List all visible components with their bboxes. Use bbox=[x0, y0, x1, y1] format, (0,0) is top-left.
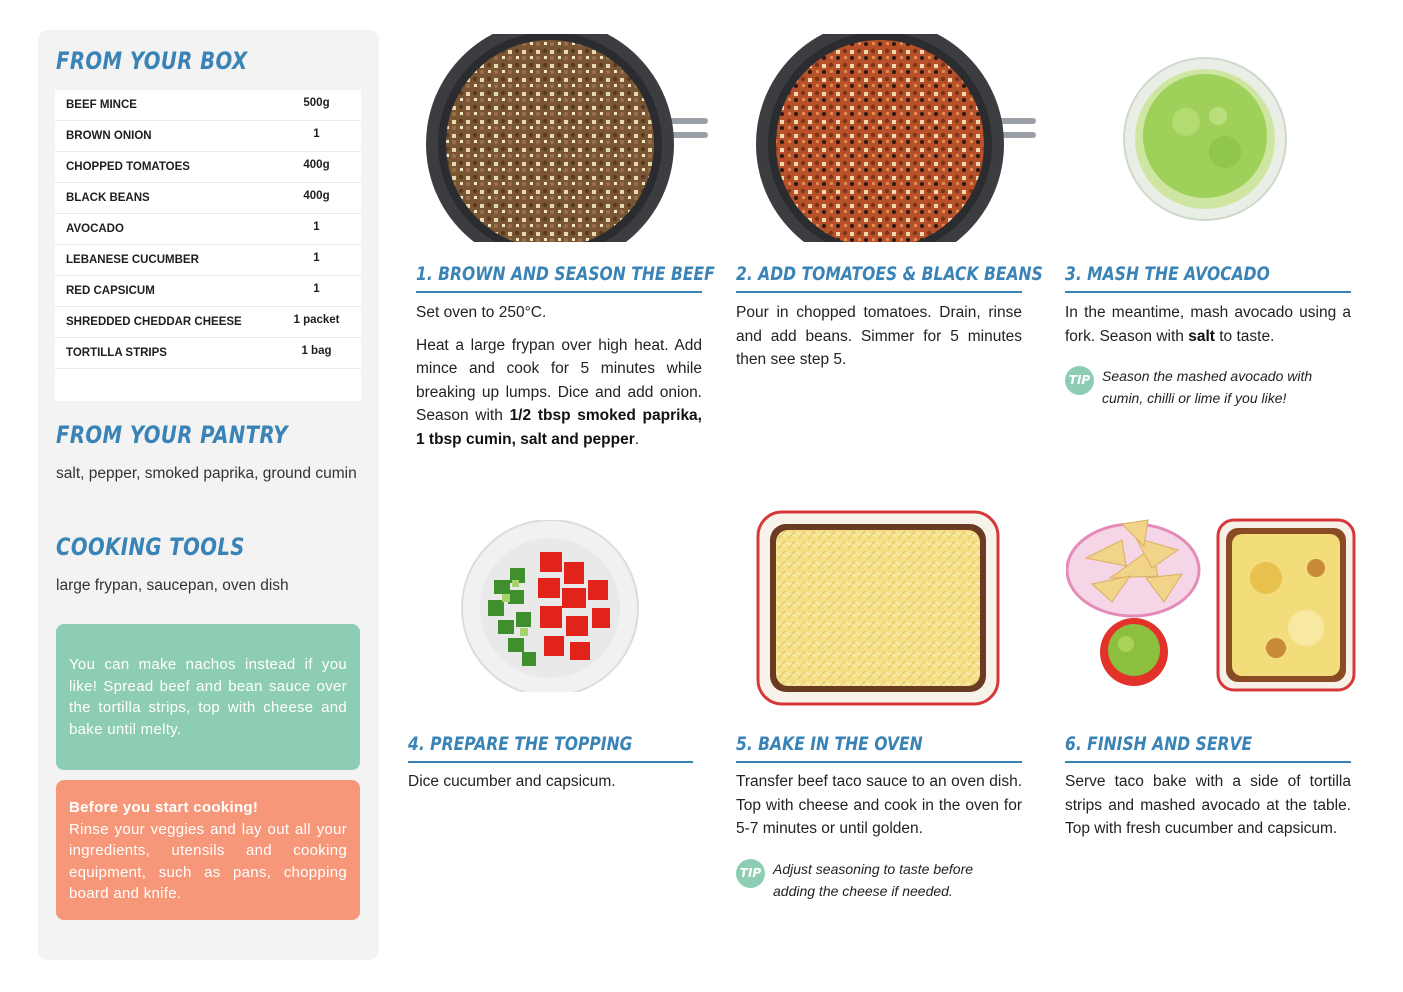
ingredient-row bbox=[55, 90, 361, 121]
nachos-tip-callout bbox=[56, 624, 360, 770]
cheese-oven-dish-image bbox=[756, 510, 1000, 706]
step-1-title bbox=[416, 263, 715, 293]
step-2-title bbox=[736, 263, 1043, 293]
taco-bake-serving-image bbox=[1066, 518, 1356, 696]
ingredient-name: BLACK BEANS bbox=[66, 192, 150, 204]
ingredients-table bbox=[55, 90, 361, 401]
step-3-text-end: to taste. bbox=[1214, 327, 1275, 345]
step-5-tip-text: Adjust seasoning to taste before adding the cheese if needed. bbox=[773, 861, 974, 899]
ingredient-row bbox=[55, 307, 361, 338]
before-cooking-callout bbox=[56, 780, 360, 920]
step-1-method-end: . bbox=[634, 430, 640, 448]
step-6-title-text: 6. FINISH AND SERVE bbox=[1065, 733, 1253, 755]
ingredient-qty: 1 bag bbox=[301, 345, 332, 357]
ingredient-qty: 500g bbox=[303, 97, 330, 109]
step-2-text: Pour in chopped tomatoes. Drain, rinse and add beans. Simmer for 5 minutes then see step 5. bbox=[736, 304, 1022, 368]
step-1-instructions bbox=[416, 301, 702, 460]
step-3-text: In the meantime, mash avocado using a fork. Season with bbox=[1065, 304, 1351, 345]
step-5-tip bbox=[736, 859, 1022, 905]
tomato-beans-frypan-image bbox=[744, 34, 1036, 244]
step-5-text: Transfer beef taco sauce to an oven dish. Top with cheese and cook in the oven for 5-7 minutes or until golden. bbox=[736, 773, 1022, 837]
step-1-seasoning-text: 1/2 tbsp smoked paprika, 1 tbsp cumin, salt and pepper bbox=[416, 407, 702, 448]
ingredient-name: TORTILLA STRIPS bbox=[66, 347, 167, 359]
ingredient-name: LEBANESE CUCUMBER bbox=[66, 254, 199, 266]
from-your-pantry-title: FROM YOUR PANTRY bbox=[56, 421, 288, 449]
before-cooking-heading: Before you start cooking! bbox=[69, 799, 259, 816]
nachos-tip-text: You can make nachos instead if you like! Spread beef and bean sauce over the tortilla strips, top with cheese and bake until melty. bbox=[69, 656, 347, 738]
ingredient-qty: 1 bbox=[313, 221, 320, 233]
step-3-salt-text: salt bbox=[1188, 327, 1215, 345]
step-5-title-text: 5. BAKE IN THE OVEN bbox=[736, 733, 923, 755]
before-cooking-text: Rinse your veggies and lay out all your ingredients, utensils and cooking equipment, such as pans, chopping board and knife. bbox=[69, 820, 347, 902]
step-4-instructions bbox=[408, 770, 693, 803]
ingredient-name: CHOPPED TOMATOES bbox=[66, 161, 190, 173]
ingredient-row bbox=[55, 214, 361, 245]
ingredient-qty: 1 bbox=[313, 128, 320, 140]
step-3-paragraph bbox=[1065, 301, 1351, 348]
step-6-instructions bbox=[1065, 770, 1351, 850]
step-5-instructions bbox=[736, 770, 1022, 850]
step-4-title bbox=[408, 733, 693, 763]
step-3-instructions bbox=[1065, 301, 1351, 357]
ingredient-qty: 1 bbox=[313, 252, 320, 264]
step-1-title-text: 1. BROWN AND SEASON THE BEEF bbox=[416, 263, 715, 285]
step-6-title bbox=[1065, 733, 1351, 763]
tip-badge-icon: TIP bbox=[1065, 366, 1094, 395]
diced-vegetables-plate-image bbox=[460, 520, 640, 696]
step-3-tip bbox=[1065, 366, 1351, 412]
ingredient-qty: 400g bbox=[303, 190, 330, 202]
step-6-text: Serve taco bake with a side of tortilla strips and mashed avocado at the table. Top with fresh cucumber and capsicum. bbox=[1065, 773, 1351, 837]
mashed-avocado-bowl-image bbox=[1122, 56, 1288, 222]
cooking-tools-title: COOKING TOOLS bbox=[56, 533, 245, 561]
step-4-text: Dice cucumber and capsicum. bbox=[408, 773, 616, 790]
ingredient-qty: 1 bbox=[313, 283, 320, 295]
ingredient-row bbox=[55, 245, 361, 276]
step-1-oven-text: Set oven to 250°C. bbox=[416, 304, 547, 321]
ingredient-name: RED CAPSICUM bbox=[66, 285, 155, 297]
ingredient-row bbox=[55, 183, 361, 214]
step-2-instructions bbox=[736, 301, 1022, 381]
ingredient-row bbox=[55, 276, 361, 307]
ingredient-name: SHREDDED CHEDDAR CHEESE bbox=[66, 316, 242, 328]
ingredient-row bbox=[55, 338, 361, 369]
ingredient-qty: 400g bbox=[303, 159, 330, 171]
ingredient-row bbox=[55, 121, 361, 152]
step-3-title-text: 3. MASH THE AVOCADO bbox=[1065, 263, 1270, 285]
ingredient-name: BROWN ONION bbox=[66, 130, 152, 142]
step-3-tip-text: Season the mashed avocado with cumin, chilli or lime if you like! bbox=[1102, 368, 1313, 406]
beef-frypan-image bbox=[416, 34, 708, 244]
ingredient-qty: 1 packet bbox=[293, 314, 340, 326]
step-2-title-text: 2. ADD TOMATOES & BLACK BEANS bbox=[736, 263, 1043, 285]
step-1-method-text: Heat a large frypan over high heat. Add mince and cook for 5 minutes while breaking up lumps. Dice and add onion. Season with bbox=[416, 336, 702, 424]
ingredient-name: AVOCADO bbox=[66, 223, 124, 235]
step-5-title bbox=[736, 733, 1022, 763]
step-4-title-text: 4. PREPARE THE TOPPING bbox=[408, 733, 633, 755]
ingredient-row bbox=[55, 152, 361, 183]
step-1-method-paragraph bbox=[416, 334, 702, 452]
pantry-text: salt, pepper, smoked paprika, ground cumin bbox=[56, 465, 357, 482]
cooking-tools-text: large frypan, saucepan, oven dish bbox=[56, 577, 289, 594]
step-3-title bbox=[1065, 263, 1351, 293]
tip-badge-icon: TIP bbox=[736, 859, 765, 888]
ingredient-name: BEEF MINCE bbox=[66, 99, 137, 111]
from-your-box-title: FROM YOUR BOX bbox=[56, 47, 248, 75]
